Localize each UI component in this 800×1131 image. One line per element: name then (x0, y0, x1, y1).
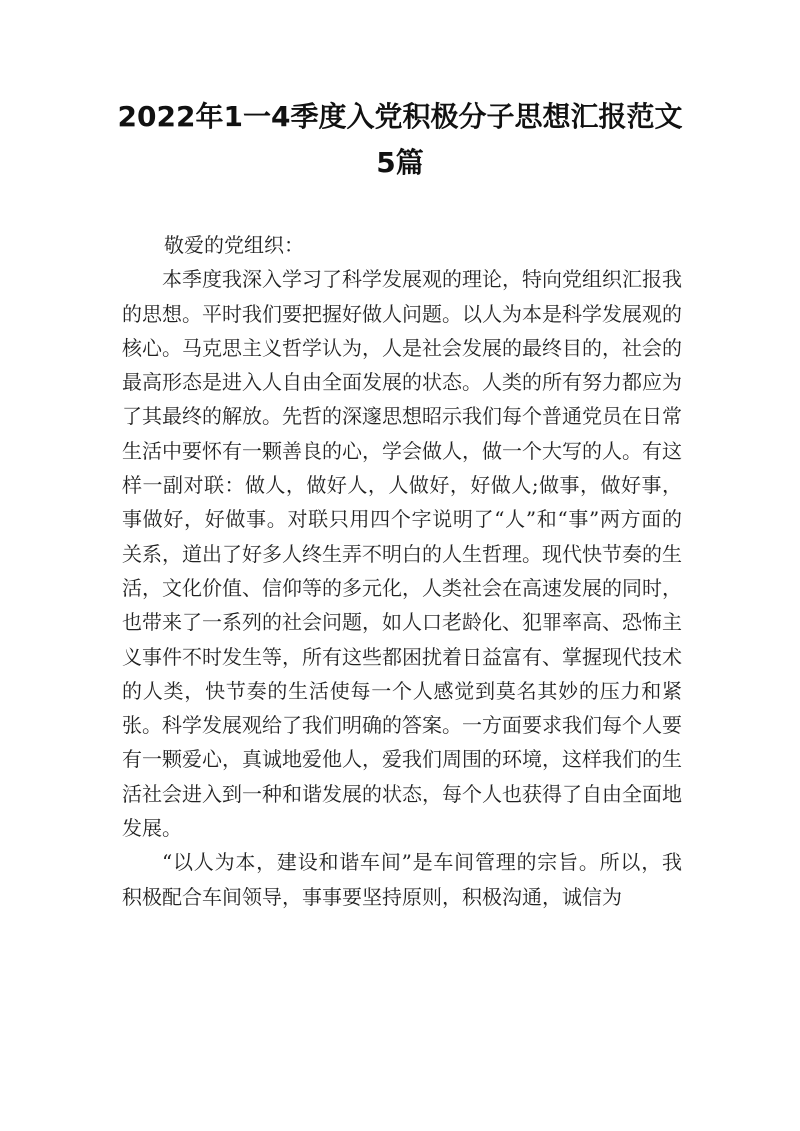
document-title: 2022年1一4季度入党积极分子思想汇报范文5篇 (117, 100, 683, 179)
salutation: 敬爱的党组织： (164, 233, 304, 257)
document-body (122, 228, 682, 914)
paragraph: “以人为本，建设和谐车间”是车间管理的宗旨。所以，我积极配合车间领导，事事要坚持原则，积极沟通，诚信为 (122, 850, 682, 909)
paragraph: 本季度我深入学习了科学发展观的理论，特向党组织汇报我的思想。平时我们要把握好做人问题。以人为本是科学发展观的核心。马克思主义哲学认为，人是社会发展的最终目的，社会的最高形态是进入人自由全面发展的状态。人类的所有努力都应为了其最终的解放。先哲的深邃思想昭示我们每个普通党员在日常生活中要怀有一颗善良的心，学会做人，做一个大写的人。有这样一副对联：做人，做好人，人做好，好做人;做事，做好事，事做好，好做事。对联只用四个字说明了“人”和“事”两方面的关系，道出了好多人终生弄不明白的人生哲理。现代快节奏的生活，文化价值、信仰等的多元化，人类社会在高速发展的同时，也带来了一系列的社会问题，如人口老龄化、犯罪率高、恐怖主义事件不时发生等，所有这些都困扰着日益富有、掌握现代技术的人类，快节奏的生活使每一个人感觉到莫名其妙的压力和紧张。科学发展观给了我们明确的答案。一方面要求我们每个人要有一颗爱心，真诚地爱他人，爱我们周围的环境，这样我们的生活社会进入到一种和谐发展的状态，每个人也获得了自由全面地发展。 (122, 267, 682, 841)
